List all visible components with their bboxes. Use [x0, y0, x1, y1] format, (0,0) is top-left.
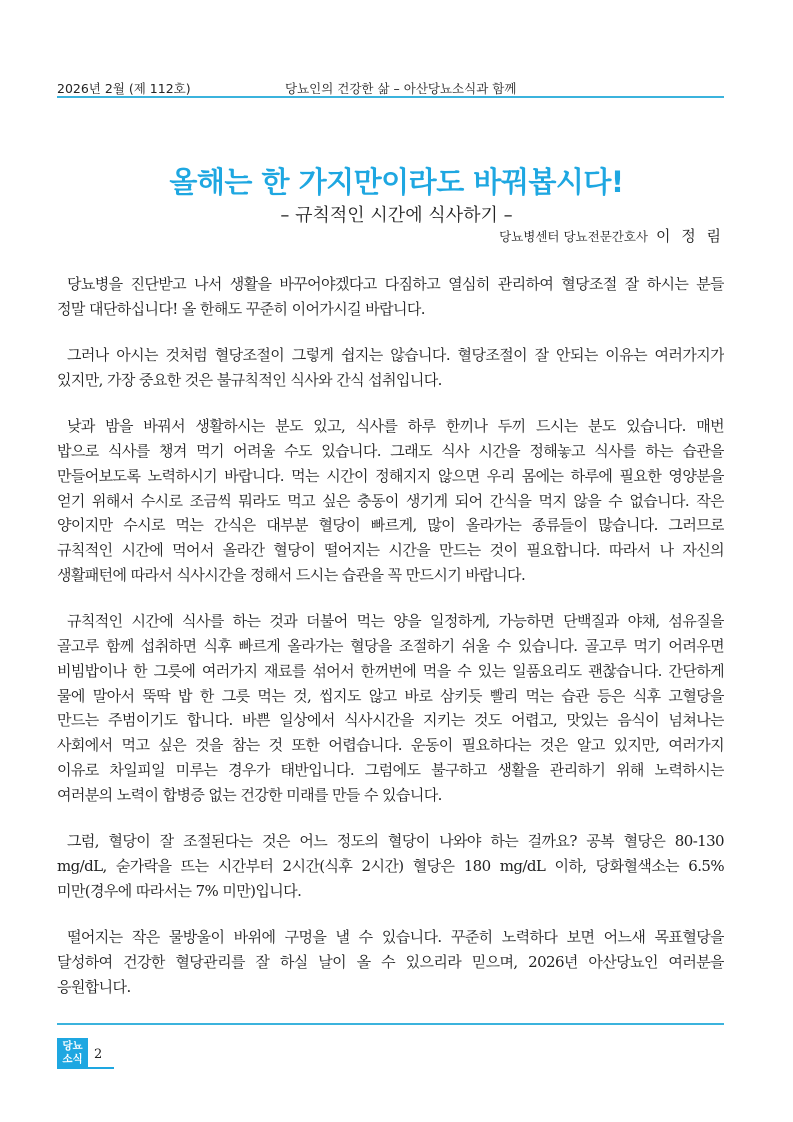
article-body	[57, 272, 724, 1021]
paragraph-line: 미만(경우에 따라서는 7% 미만)입니다.	[57, 881, 302, 900]
article-title: 올해는 한 가지만이라도 바꿔봅시다!	[169, 165, 624, 199]
paragraph-line: 만드는 주범이기도 합니다. 바쁜 일상에서 식사시간을 지키는 것도 어렵고, 맛있는 음식이 넘쳐나는	[57, 711, 724, 730]
author-role: 당뇨병센터 당뇨전문간호사	[499, 229, 648, 244]
header-publication: 당뇨인의 건강한 삶 – 아산당뇨소식과 함께	[285, 81, 517, 96]
paragraph-line: 떨어지는 작은 물방울이 바위에 구멍을 낼 수 있습니다. 꾸준히 노력하다 보면 어느새 목표혈당을	[67, 928, 724, 947]
page-number-underline	[88, 1067, 114, 1069]
paragraph-line: 규칙적인 시간에 식사를 하는 것과 더불어 먹는 양을 일정하게, 가능하면 단백질과 야채, 섬유질을	[67, 612, 724, 631]
paragraph-line: mg/dL, 숟가락을 뜨는 시간부터 2시간(식후 2시간) 혈당은 180 mg/dL 이하, 당화혈색소는 6.5%	[57, 856, 724, 875]
header-issue: 2026년 2월 (제 112호)	[57, 81, 191, 96]
article-subtitle: – 규칙적인 시간에 식사하기 –	[280, 205, 513, 226]
paragraph-line: 양이지만 수시로 먹는 간식은 대부분 혈당이 빠르게, 많이 올라가는 종류들이 많습니다. 그러므로	[57, 516, 724, 535]
paragraph	[57, 609, 724, 807]
logo-text-line1: 당뇨	[62, 1040, 83, 1052]
paragraph-line: 밥으로 식사를 챙겨 먹기 어려울 수도 있습니다. 그래도 식사 시간을 정해놓고 식사를 하는 습관을	[57, 441, 724, 460]
page-number: 2	[94, 1047, 103, 1062]
paragraph	[57, 925, 724, 999]
paragraph-line: 골고루 함께 섭취하면 식후 빠르게 올라가는 혈당을 조절하기 쉬울 수 있습니다. 골고루 먹기 어려우면	[57, 637, 724, 656]
paragraph-line: 응원합니다.	[57, 977, 131, 996]
author-byline	[499, 225, 724, 246]
paragraph	[57, 272, 724, 322]
paragraph-line: 사회에서 먹고 싶은 것을 참는 것 또한 어렵습니다. 운동이 필요하다는 것은 알고 있지만, 여러가지	[57, 736, 724, 755]
header-divider	[57, 96, 724, 98]
paragraph	[57, 829, 724, 903]
paragraph-line: 얻기 위해서 수시로 조금씩 뭐라도 먹고 싶은 충동이 생기게 되어 간식을 먹지 않을 수 없습니다. 작은	[57, 491, 724, 510]
paragraph-line: 정말 대단하십니다! 올 한해도 꾸준히 이어가시길 바랍니다.	[57, 299, 425, 318]
paragraph-line: 그럼, 혈당이 잘 조절된다는 것은 어느 정도의 혈당이 나와야 하는 걸까요? 공복 혈당은 80-130	[67, 832, 724, 851]
paragraph-line: 그러나 아시는 것처럼 혈당조절이 그렇게 쉽지는 않습니다. 혈당조절이 잘 안되는 이유는 여러가지가	[67, 346, 724, 365]
logo-text-line2: 소식	[62, 1053, 83, 1065]
paragraph-line: 물에 말아서 뚝딱 밥 한 그릇 먹는 것, 씹지도 않고 바로 삼키듯 빨리 먹는 습관 등은 식후 고혈당을	[57, 686, 724, 705]
paragraph-line: 낮과 밤을 바꿔서 생활하시는 분도 있고, 식사를 하루 한끼나 두끼 드시는 분도 있습니다. 매번	[67, 417, 724, 436]
paragraph-line: 여러분의 노력이 합병증 없는 건강한 미래를 만들 수 있습니다.	[57, 785, 442, 804]
paragraph-line: 당뇨병을 진단받고 나서 생활을 바꾸어야겠다고 다짐하고 열심히 관리하여 혈당조절 잘 하시는 분들	[67, 275, 724, 293]
author-name: 이 정 림	[655, 227, 724, 245]
paragraph-line: 만들어보도록 노력하시기 바랍니다. 먹는 시간이 정해지지 않으면 우리 몸에는 하루에 필요한 영양분을	[57, 466, 724, 485]
paragraph	[57, 343, 724, 393]
paragraph-line: 이유로 차일피일 미루는 경우가 태반입니다. 그럼에도 불구하고 생활을 관리하기 위해 노력하시는	[57, 761, 724, 780]
paragraph-line: 생활패턴에 따라서 식사시간을 정해서 드시는 습관을 꼭 만드시기 바랍니다.	[57, 565, 526, 584]
paragraph-line: 달성하여 건강한 혈당관리를 잘 하실 날이 올 수 있으리라 믿으며, 2026년 아산당뇨인 여러분을	[57, 952, 724, 971]
paragraph	[57, 414, 724, 588]
paragraph-line: 있지만, 가장 중요한 것은 불규칙적인 식사와 간식 섭취입니다.	[57, 370, 442, 389]
newsletter-logo	[57, 1038, 88, 1069]
paragraph-line: 비빔밥이나 한 그릇에 여러가지 재료를 섞어서 한꺼번에 먹을 수 있는 일품요리도 괜찮습니다. 간단하게	[57, 661, 724, 680]
paragraph-line: 규칙적인 시간에 먹어서 올라간 혈당이 떨어지는 시간을 만드는 것이 필요합니다. 따라서 나 자신의	[57, 541, 724, 560]
footer-divider	[57, 1023, 724, 1025]
